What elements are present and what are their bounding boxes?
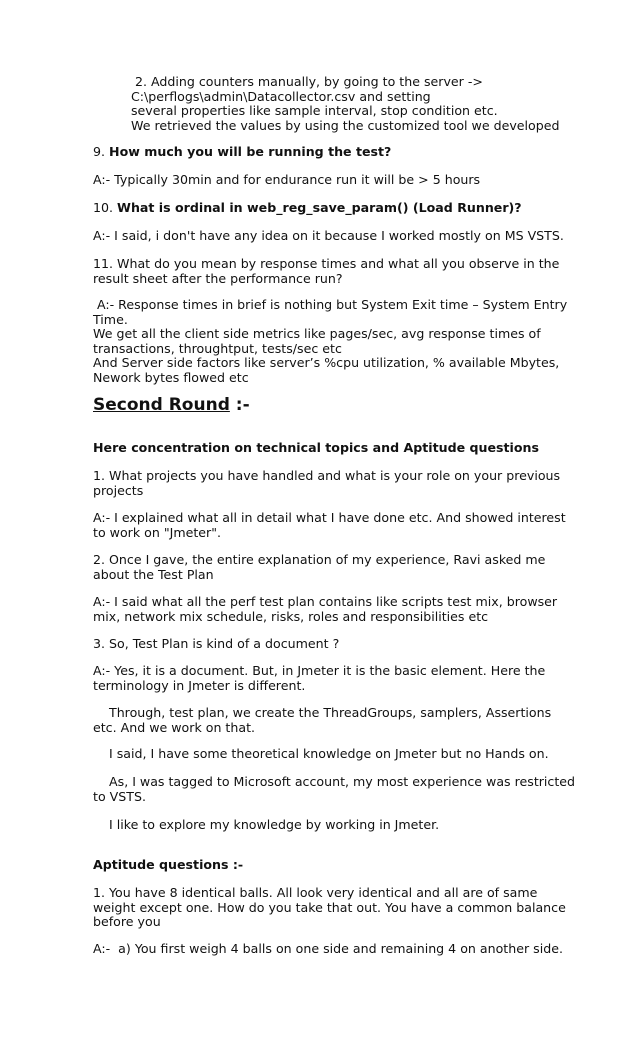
answer-9 bbox=[93, 173, 553, 188]
aptitude-heading: Aptitude questions :- bbox=[93, 857, 244, 872]
apt-question-1 bbox=[93, 885, 566, 930]
sr-a1-line-2: to work on "Jmeter". bbox=[93, 524, 221, 540]
intro-list-item bbox=[131, 75, 591, 133]
sr-answer-1 bbox=[93, 510, 566, 540]
q10-number: 10. bbox=[93, 200, 114, 215]
sr-answer-3 bbox=[93, 664, 553, 693]
answer-11 bbox=[93, 297, 568, 385]
apt-q1-line-1: 1. You have 8 identical balls. All look very identical and all are of same bbox=[93, 885, 538, 900]
sr-paragraph-2: I said, I have some theoretical knowledge on Jmeter but no Hands on. bbox=[93, 746, 549, 761]
answer-10 bbox=[93, 228, 564, 244]
sr-a1-line-1: A:- I explained what all in detail what I have done etc. And showed interest bbox=[93, 510, 566, 525]
sr-q2-line-2: about the Test Plan bbox=[93, 566, 214, 582]
sr-p3-line-1: As, I was tagged to Microsoft account, my most experience was restricted bbox=[93, 774, 576, 789]
a11-line-2: Time. bbox=[93, 311, 128, 327]
intro-line-4: We retrieved the values by using the customized tool we developed bbox=[131, 117, 560, 133]
sr-a3-line-1: A:- Yes, it is a document. But, in Jmeter it is the basic element. Here the bbox=[93, 663, 546, 678]
intro-line-3: several properties like sample interval, stop condition etc. bbox=[131, 103, 498, 118]
apt-q1-line-3: before you bbox=[93, 914, 161, 929]
sr-paragraph-3 bbox=[93, 774, 576, 804]
a11-line-3: We get all the client side metrics like pages/sec, avg response times of bbox=[93, 326, 541, 341]
q10-text: What is ordinal in web_reg_save_param() (Load Runner)? bbox=[117, 200, 522, 215]
apt-answer-1: A:- a) You first weigh 4 balls on one side and remaining 4 on another side. bbox=[93, 941, 563, 956]
q9-number: 9. bbox=[93, 144, 106, 159]
q9-text: How much you will be running the test? bbox=[109, 144, 392, 159]
sr-paragraph-4: I like to explore my knowledge by working in Jmeter. bbox=[93, 817, 440, 832]
second-round-title: Second Round bbox=[93, 395, 230, 415]
a10-text: A:- I said, i don't have any idea on it because I worked mostly on MS VSTS. bbox=[93, 228, 564, 243]
sr-q1-line-1: 1. What projects you have handled and what is your role on your previous bbox=[93, 468, 561, 483]
question-10 bbox=[93, 201, 553, 216]
sr-paragraph-1 bbox=[93, 706, 553, 735]
intro-line-1: 2. Adding counters manually, by going to the server -> bbox=[135, 74, 483, 89]
a11-line-4: transactions, throughtput, tests/sec etc bbox=[93, 340, 342, 356]
second-round-subtitle: Here concentration on technical topics and Aptitude questions bbox=[93, 440, 539, 455]
sr-p1-line-2: etc. And we work on that. bbox=[93, 719, 256, 735]
sr-question-3: 3. So, Test Plan is kind of a document ? bbox=[93, 636, 340, 651]
sr-question-1 bbox=[93, 468, 561, 498]
sr-p1-line-1: Through, test plan, we create the ThreadGroups, samplers, Assertions bbox=[93, 705, 552, 720]
sr-a2-line-1: A:- I said what all the perf test plan contains like scripts test mix, browser bbox=[93, 594, 558, 609]
a11-line-5: And Server side factors like server’s %cpu utilization, % available Mbytes, bbox=[93, 355, 560, 370]
a11-line-6: Nework bytes flowed etc bbox=[93, 369, 249, 385]
a9-text: A:- Typically 30min and for endurance run it will be > 5 hours bbox=[93, 172, 481, 187]
sr-question-2 bbox=[93, 553, 553, 582]
second-round-heading bbox=[93, 395, 553, 415]
sr-answer-2 bbox=[93, 594, 558, 624]
q11-line-1: 11. What do you mean by response times and what all you observe in the bbox=[93, 256, 560, 271]
question-9 bbox=[93, 145, 553, 160]
sr-q2-line-1: 2. Once I gave, the entire explanation of my experience, Ravi asked me bbox=[93, 552, 546, 567]
sr-p3-line-2: to VSTS. bbox=[93, 788, 146, 804]
sr-q1-line-2: projects bbox=[93, 482, 144, 498]
second-round-suffix: :- bbox=[229, 395, 250, 415]
a11-line-1: A:- Response times in brief is nothing but System Exit time – System Entry bbox=[93, 297, 568, 312]
intro-line-2: C:\perflogs\admin\Datacollector.csv and setting bbox=[131, 88, 431, 104]
sr-a2-line-2: mix, network mix schedule, risks, roles and responsibilities etc bbox=[93, 608, 489, 624]
apt-q1-line-2: weight except one. How do you take that out. You have a common balance bbox=[93, 899, 566, 915]
q11-line-2: result sheet after the performance run? bbox=[93, 270, 343, 286]
sr-a3-line-2: terminology in Jmeter is different. bbox=[93, 677, 306, 693]
question-11 bbox=[93, 256, 560, 286]
